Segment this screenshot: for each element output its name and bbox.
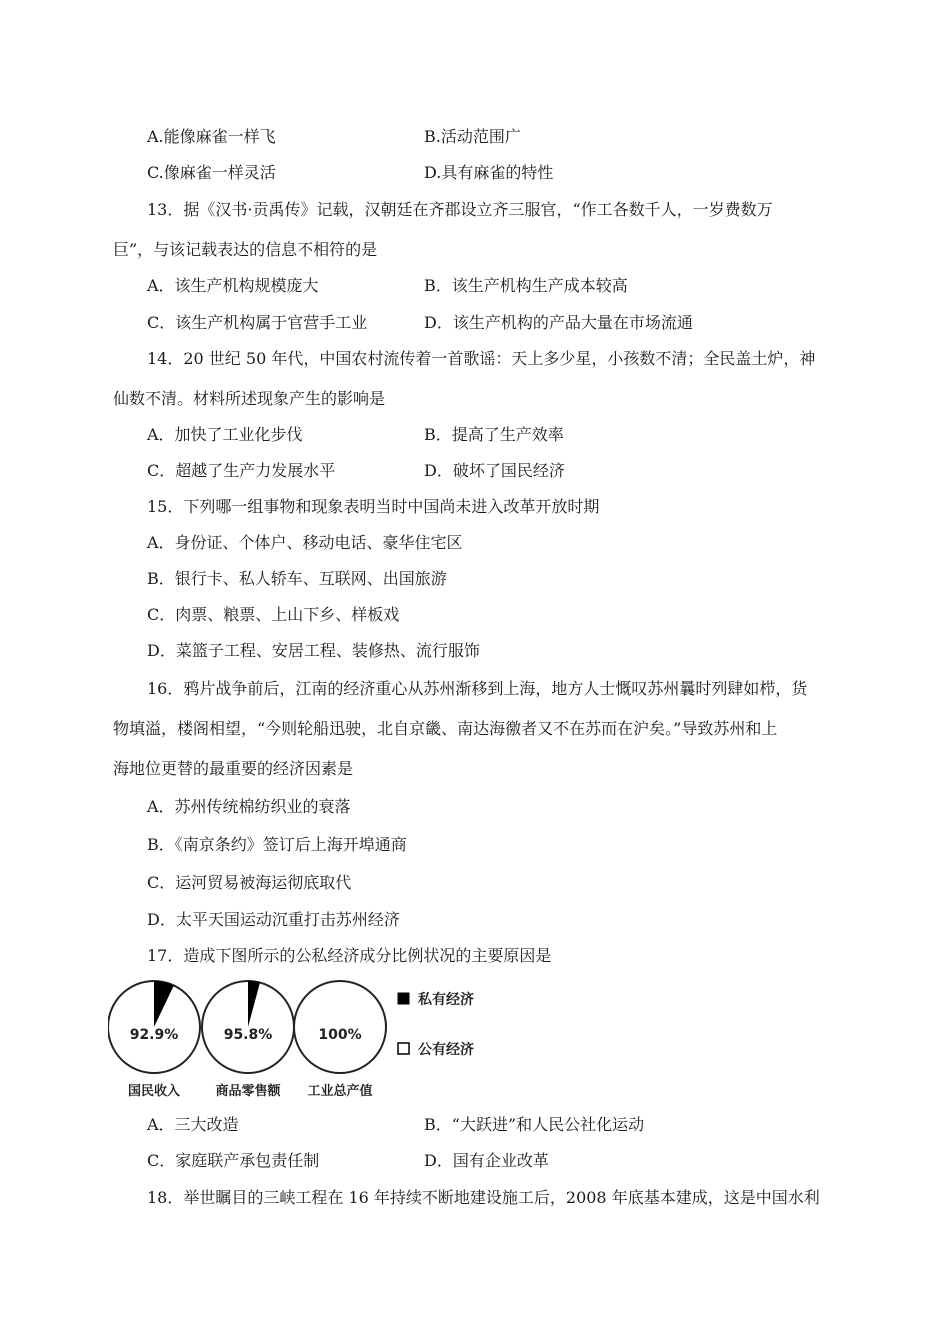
- pie-3-percent-label: 100%: [318, 1027, 362, 1043]
- q12-option-a: A.能像麻雀一样飞: [147, 127, 276, 146]
- q12-option-d: D.具有麻雀的特性: [424, 163, 554, 182]
- q12-option-c: C.像麻雀一样灵活: [147, 163, 276, 182]
- q13-stem-line1: 13．据《汉书·贡禹传》记载，汉朝廷在齐郡设立齐三服官，“作工各数千人，一岁费数万: [147, 200, 773, 219]
- q17-option-a: A．三大改造: [147, 1115, 239, 1134]
- q14-option-a: A．加快了工业化步伐: [147, 425, 303, 444]
- legend-private-swatch: [398, 993, 409, 1004]
- pie-chart-svg: [108, 977, 488, 1107]
- q16-option-d: D．太平天国运动沉重打击苏州经济: [147, 910, 400, 929]
- legend-public-swatch: [398, 1043, 409, 1054]
- q17-option-c: C．家庭联产承包责任制: [147, 1151, 320, 1170]
- q14-stem-line1: 14．20 世纪 50 年代，中国农村流传着一首歌谣：天上多少星，小孩数不清；全民盖土炉，神: [147, 349, 816, 368]
- q15-option-a: A．身份证、个体户、移动电话、豪华住宅区: [147, 533, 463, 552]
- q16-option-b: B．《南京条约》签订后上海开埠通商: [147, 835, 407, 854]
- q15-option-b: B．银行卡、私人轿车、互联网、出国旅游: [147, 569, 447, 588]
- q14-option-d: D．破坏了国民经济: [424, 461, 565, 480]
- q18-stem-line1: 18．举世瞩目的三峡工程在 16 年持续不断地建设施工后，2008 年底基本建成，这是中国水利: [147, 1188, 820, 1207]
- legend-public-label: 公有经济: [418, 1042, 474, 1058]
- q14-option-b: B．提高了生产效率: [424, 425, 564, 444]
- q13-stem-line2: 巨”，与该记载表达的信息不相符的是: [113, 240, 378, 259]
- q16-stem-line2: 物填溢，楼阁相望，“今则轮船迅驶，北自京畿、南达海徼者又不在苏而在沪矣。”导致苏州和上: [113, 719, 778, 738]
- q17-option-d: D．国有企业改革: [424, 1151, 549, 1170]
- q16-option-a: A．苏州传统棉纺织业的衰落: [147, 797, 351, 816]
- q15-stem: 15．下列哪一组事物和现象表明当时中国尚未进入改革开放时期: [147, 497, 600, 516]
- q13-option-b: B．该生产机构生产成本较高: [424, 276, 628, 295]
- pie-3-category-label: 工业总产值: [307, 1084, 373, 1099]
- pie-2-percent-label: 95.8%: [223, 1027, 273, 1043]
- q16-stem-line3: 海地位更替的最重要的经济因素是: [113, 759, 354, 778]
- q14-stem-line2: 仙数不清。材料所述现象产生的影响是: [113, 389, 386, 408]
- pie-2-category-label: 商品零售额: [215, 1084, 281, 1099]
- q15-option-d: D．菜篮子工程、安居工程、装修热、流行服饰: [147, 641, 480, 660]
- q17-stem: 17．造成下图所示的公私经济成分比例状况的主要原因是: [147, 946, 552, 965]
- q16-option-c: C．运河贸易被海运彻底取代: [147, 873, 352, 892]
- legend-private-label: 私有经济: [418, 992, 474, 1008]
- q16-stem-line1: 16．鸦片战争前后，江南的经济重心从苏州渐移到上海，地方人士慨叹苏州曩时列肆如栉，货: [147, 679, 808, 698]
- pie-1-category-label: 国民收入: [127, 1084, 181, 1099]
- q17-option-b: B．“大跃进”和人民公社化运动: [424, 1115, 645, 1134]
- q13-option-c: C．该生产机构属于官营手工业: [147, 313, 368, 332]
- q12-option-b: B.活动范围广: [424, 127, 521, 146]
- q14-option-c: C．超越了生产力发展水平: [147, 461, 336, 480]
- q13-option-d: D．该生产机构的产品大量在市场流通: [424, 313, 693, 332]
- economy-pie-chart: [108, 977, 488, 1107]
- q15-option-c: C．肉票、粮票、上山下乡、样板戏: [147, 605, 400, 624]
- pie-1-percent-label: 92.9%: [129, 1027, 179, 1043]
- q13-option-a: A．该生产机构规模庞大: [147, 276, 319, 295]
